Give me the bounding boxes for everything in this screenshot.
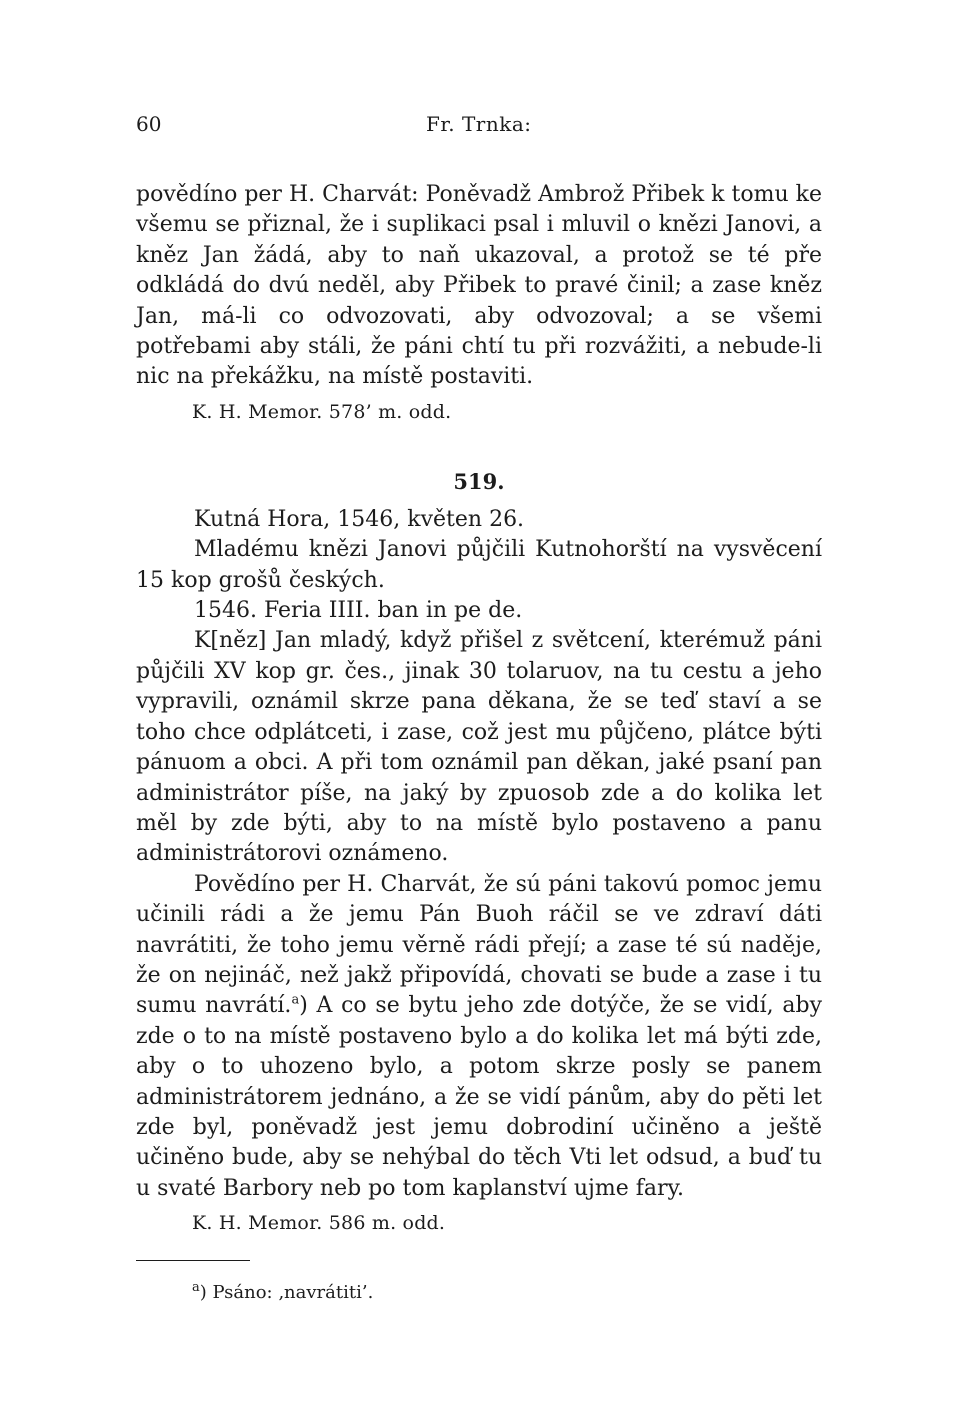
footnote-divider bbox=[136, 1260, 250, 1261]
footnote-marker: a bbox=[192, 1280, 200, 1296]
body-text-after-note: ) A co se bytu jeho zde dotýče, že se vidí, aby zde o to na místě postaveno bylo a do kolika let má býti zde, aby o to uhozeno bylo, a potom skrze posly se panem administrátorem jednáno, a že se vidí pánům, aby do pěti let zde byl, poněvadž jest jemu dobrodiní učiněno a ještě učiněno bude, aby se nehýbal do těch Vti let odsud, a buď tu u svaté Barbory neb po tom kaplanství ujme fary. bbox=[136, 993, 822, 1201]
continued-paragraph: povědíno per H. Charvát: Poněvadž Ambrož Přibek k tomu ke všemu se přiznal, že i suplikaci psal i mluvil o knězi Janovi, a kněz Jan žádá, aby to naň ukazoval, a protož se té pře odkládá do dvú neděl, aby Přibek to pravé činil; a zase kněz Jan, má-li co odvozovati, aby odvozoval; a se všemi potřebami aby stáli, že páni chtí tu při rozvážiti, a nebude-li nic na překážku, na místě postaviti. bbox=[136, 182, 822, 390]
source-citation-519: K. H. Memor. 586 m. odd. bbox=[192, 1212, 446, 1235]
document-body-second bbox=[136, 870, 822, 1204]
document-page bbox=[136, 112, 822, 1307]
body-text-before-note: Povědíno per H. Charvát, že sú páni takovú pomoc jemu učinili rádi a že jemu Pán Buoh ráčil se ve zdraví dáti navrátiti, že toho jemu věrně rádi přejí; a zase té sú naděje, že on nejináč, než jakž připovídá, chovati se bude a zase i tu sumu navrátí. bbox=[136, 871, 822, 1019]
source-citation-518: K. H. Memor. 578’ m. odd. bbox=[192, 400, 452, 423]
place-and-date: Kutná Hora, 1546, květen 26. bbox=[194, 506, 525, 532]
footnote bbox=[192, 1279, 822, 1307]
document-summary: Mladému knězi Janovi půjčili Kutnohorští na vysvěcení 15 kop grošů českých. bbox=[136, 537, 822, 593]
original-dating: 1546. Feria IIII. ban in pe de. bbox=[194, 598, 523, 624]
footnote-text: ) Psáno: ‚navrátiti’. bbox=[199, 1282, 374, 1304]
page-number: 60 bbox=[136, 112, 162, 136]
footnote-reference: a bbox=[291, 993, 300, 1009]
document-body-first: K[něz] Jan mladý, když přišel z světcení, kterémuž páni půjčili XV kop gr. čes., jinak 30 tolaruov, na tu cestu a jeho vypravili, oznámil skrze pana děkana, že se teď staví a se toho chce odplátceti, i zase, což jest mu půjčeno, plátce býti pánuom a obci. A při tom oznámil pan děkan, jaké psaní pan administrátor píše, na jaký by zpuosob zde a do kolika let měl by zde býti, aby to na místě bylo postaveno a panu administrátorovi oznámeno. bbox=[136, 628, 822, 867]
document-number: 519. bbox=[453, 468, 505, 494]
running-title: Fr. Trnka: bbox=[426, 112, 532, 136]
running-header bbox=[136, 112, 822, 144]
